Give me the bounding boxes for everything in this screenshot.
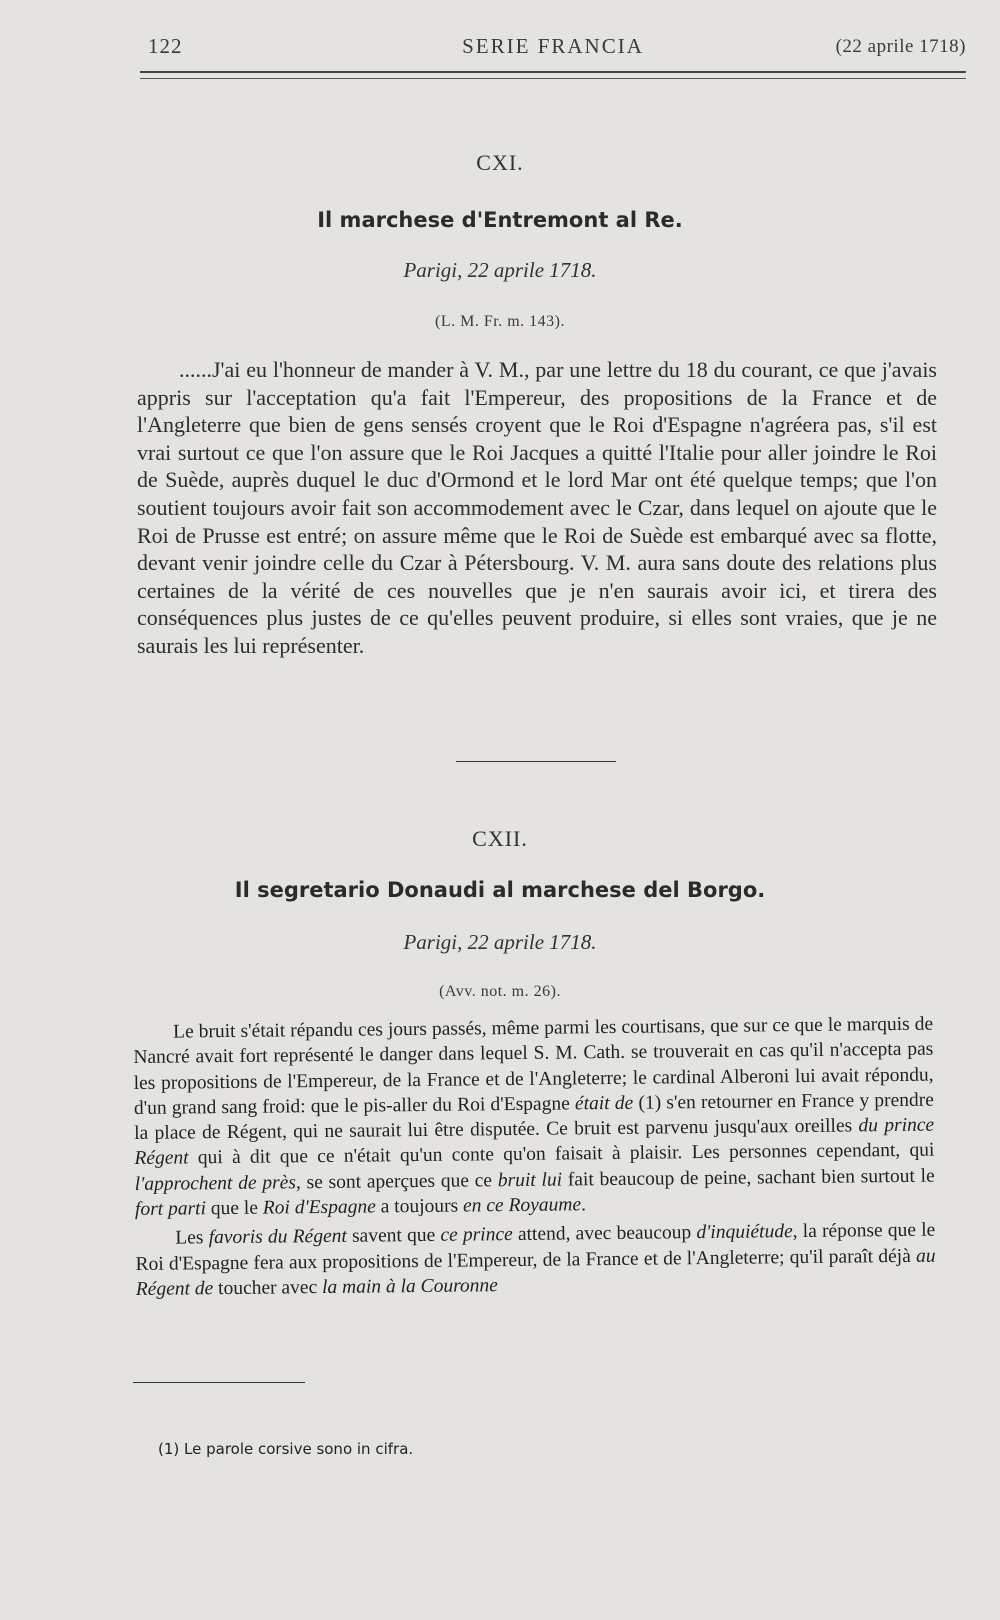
doc2-place-date: Parigi, 22 aprile 1718. <box>403 930 597 954</box>
doc1-title: Il marchese d'Entremont al Re. <box>317 208 683 232</box>
doc1-paragraph: ......J'ai eu l'honneur de mander à V. M., par une lettre du 18 du courant, ce que j'avais appris sur l'acceptation qu'a fait l'Empereur, des propositions de la France et de l'Angleterre que bien de gens sensés croyent que le Roi d'Espagne n'agréera pas, s'il est vrai surtout ce que l'on assure que le Roi Jacques a quitté l'Italie pour aller joindre le Roi de Suède, auprès duquel le duc d'Ormond et le lord Mar ont été quelque temps; que l'on soutient toujours avoir fait son accommodement avec le Czar, dans lequel on ajoute que le Roi de Prusse est entré; on assure même que le Roi de Suède est embarqué avec sa flotte, devant venir joindre celle du Czar à Pétersbourg. V. M. aura sans doute des relations plus certaines de la vérité de ces nouvelles que je n'en saurais avoir ici, et tirera des conséquences plus justes de ce qu'elles peuvent produire, si elles sont vraies, que je ne saurais les lui représenter. <box>137 357 937 658</box>
doc1-place-date: Parigi, 22 aprile 1718. <box>403 258 597 282</box>
series-title: SERIE FRANCIA <box>462 34 644 58</box>
footnote-rule <box>133 1382 305 1383</box>
doc2-paragraph-1: Le bruit s'était répandu ces jours passés, même parmi les courtisans, que sur ce que le marquis de Nancré avait fort représenté le danger dans lequel S. M. Cath. se trouverait en cas qu'il n'accepta pas les propositions de l'Empereur, de la France et de l'Angleterre; le cardinal Alberoni lui avait répondu, d'un grand sang froid: que le pis-aller du Roi d'Espagne était de (1) s'en retourner en France y prendre la place de Régent, qui ne saurait lui être disputée. Ce bruit est parvenu jusqu'aux oreilles du prince Régent qui à dit que ce n'était qu'un conte qu'on faisait à plaisir. Les personnes cependant, qui l'approchent de près, se sont aperçues que ce bruit lui fait beaucoup de peine, sachant bien surtout le fort parti que le Roi d'Espagne a toujours en ce Royaume. <box>133 1013 935 1221</box>
page-number: 122 <box>148 34 183 58</box>
section-separator <box>456 761 616 762</box>
doc2-title: Il segretario Donaudi al marchese del Borgo. <box>234 878 766 902</box>
doc1-body <box>137 356 937 660</box>
doc1-number: CXI. <box>476 150 524 175</box>
footnote: (1) Le parole corsive sono in cifra. <box>158 1440 414 1458</box>
header-rule <box>140 71 966 79</box>
doc2-number: CXII. <box>472 826 528 851</box>
doc2-source: (Avv. not. m. 26). <box>439 983 561 1000</box>
page-header <box>140 34 966 64</box>
header-date: (22 aprile 1718) <box>835 36 966 57</box>
doc2-paragraph-2: Les favoris du Régent savent que ce prince attend, avec beaucoup d'inquiétude, la réponse que le Roi d'Espagne fera aux propositions de l'Empereur, de la France et de l'Angleterre; qu'il paraît déjà au Régent de toucher avec la main à la Couronne <box>135 1219 936 1300</box>
doc2-body <box>133 1012 936 1303</box>
doc1-source: (L. M. Fr. m. 143). <box>435 313 565 330</box>
